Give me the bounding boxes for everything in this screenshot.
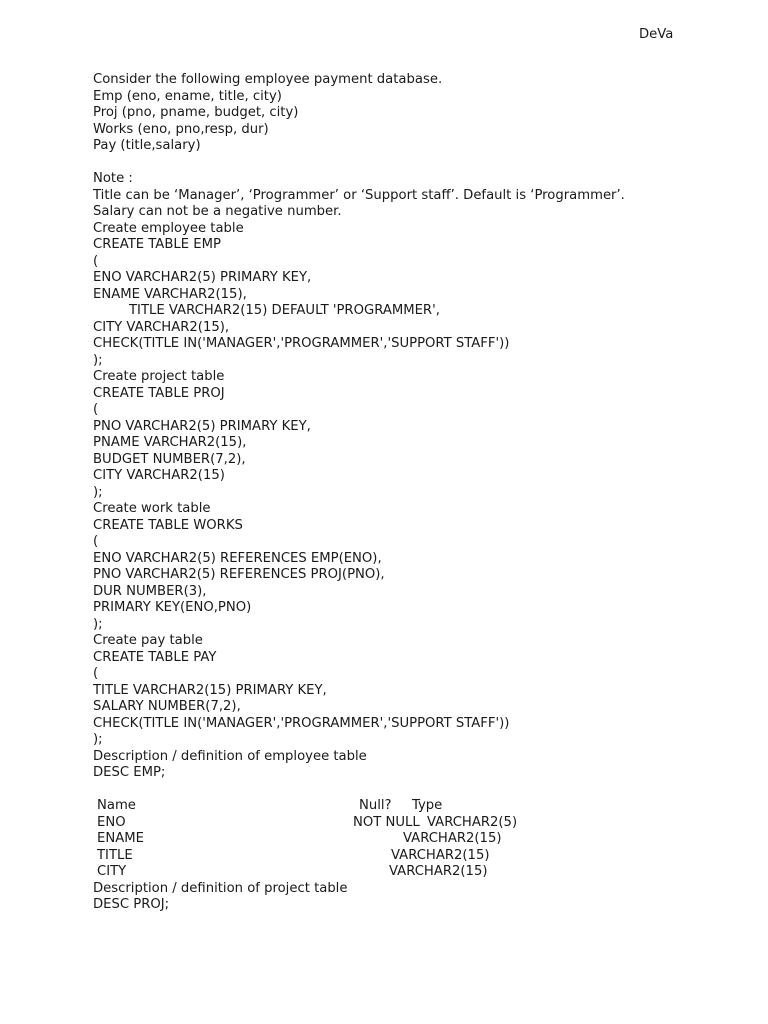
sql-line: ( xyxy=(93,666,99,681)
cell-name: ENAME xyxy=(97,831,144,846)
table-row xyxy=(93,848,733,865)
proj-create-block xyxy=(93,369,733,501)
section-heading: Create pay table xyxy=(93,633,203,648)
sql-line: ENO VARCHAR2(5) PRIMARY KEY, xyxy=(93,270,312,285)
cell-type: VARCHAR2(15) xyxy=(403,831,502,846)
sql-line: ( xyxy=(93,253,99,269)
spacer xyxy=(93,155,733,172)
sql-line: PNO VARCHAR2(5) PRIMARY KEY, xyxy=(93,418,311,434)
column-header-null: Null? xyxy=(359,798,392,813)
sql-line: ( xyxy=(93,534,99,549)
desc-proj-block xyxy=(93,881,733,914)
sql-line: ENO VARCHAR2(5) REFERENCES EMP(ENO), xyxy=(93,550,382,566)
table-row xyxy=(93,831,733,848)
sql-line: ( xyxy=(93,402,99,417)
sql-line: TITLE VARCHAR2(15) DEFAULT 'PROGRAMMER', xyxy=(129,303,440,318)
cell-name: CITY xyxy=(97,864,127,879)
section-heading: Create employee table xyxy=(93,220,244,236)
sql-line: PNO VARCHAR2(5) REFERENCES PROJ(PNO), xyxy=(93,567,385,582)
note-title: Note : xyxy=(93,171,133,186)
schema-line-proj: Proj (pno, pname, budget, city) xyxy=(93,105,299,120)
sql-line: PNAME VARCHAR2(15), xyxy=(93,435,247,450)
schema-line-pay: Pay (title,salary) xyxy=(93,138,201,153)
intro-line: Consider the following employee payment database. xyxy=(93,72,443,87)
sql-line: SALARY NUMBER(7,2), xyxy=(93,699,241,714)
page-header-author: DeVa xyxy=(639,27,674,42)
sql-line: CHECK(TITLE IN('MANAGER','PROGRAMMER','SUPPORT STAFF')) xyxy=(93,336,510,351)
sql-line: ); xyxy=(93,616,103,632)
sql-line: CITY VARCHAR2(15) xyxy=(93,468,225,483)
cell-name: TITLE xyxy=(97,847,133,863)
section-heading: Create project table xyxy=(93,369,225,384)
column-header-name: Name xyxy=(97,798,136,813)
sql-line: PRIMARY KEY(ENO,PNO) xyxy=(93,600,252,615)
section-heading: Description / definition of employee table xyxy=(93,748,367,764)
sql-line: CHECK(TITLE IN('MANAGER','PROGRAMMER','SUPPORT STAFF')) xyxy=(93,715,510,731)
desc-header-row xyxy=(93,798,733,815)
schema-line-works: Works (eno, pno,resp, dur) xyxy=(93,121,269,137)
sql-line: ); xyxy=(93,352,103,368)
note-line: Salary can not be a negative number. xyxy=(93,204,342,219)
sql-line: CREATE TABLE PAY xyxy=(93,649,217,665)
cell-type: VARCHAR2(5) xyxy=(427,814,518,830)
sql-line: TITLE VARCHAR2(15) PRIMARY KEY, xyxy=(93,682,327,698)
works-create-block xyxy=(93,501,733,633)
sql-line: DUR NUMBER(3), xyxy=(93,583,207,599)
cell-name: ENO xyxy=(97,814,126,830)
sql-line: CITY VARCHAR2(15), xyxy=(93,319,230,335)
sql-line: CREATE TABLE WORKS xyxy=(93,517,243,533)
sql-line: CREATE TABLE EMP xyxy=(93,237,221,252)
sql-line: ); xyxy=(93,732,103,747)
sql-line: DESC EMP; xyxy=(93,765,166,780)
cell-type: VARCHAR2(15) xyxy=(389,864,488,879)
sql-line: ); xyxy=(93,484,103,500)
sql-line: ENAME VARCHAR2(15), xyxy=(93,286,247,302)
table-row xyxy=(93,864,733,881)
sql-line: DESC PROJ; xyxy=(93,897,170,912)
sql-line: CREATE TABLE PROJ xyxy=(93,385,225,401)
note-block xyxy=(93,171,733,221)
table-row xyxy=(93,815,733,832)
spacer xyxy=(93,782,733,799)
section-heading: Create work table xyxy=(93,501,211,516)
desc-emp-block xyxy=(93,749,733,881)
note-line: Title can be ‘Manager’, ‘Programmer’ or ‘Support staff’. Default is ‘Programmer’. xyxy=(93,187,625,203)
section-heading: Description / definition of project table xyxy=(93,880,348,896)
sql-line: BUDGET NUMBER(7,2), xyxy=(93,451,246,467)
intro-block xyxy=(93,72,733,155)
desc-emp-table xyxy=(93,798,733,881)
column-header-type: Type xyxy=(412,798,443,813)
cell-null: NOT NULL xyxy=(353,814,420,830)
document-body xyxy=(93,72,733,914)
pay-create-block xyxy=(93,633,733,749)
emp-create-block xyxy=(93,221,733,370)
cell-type: VARCHAR2(15) xyxy=(391,847,490,863)
schema-line-emp: Emp (eno, ename, title, city) xyxy=(93,88,282,104)
